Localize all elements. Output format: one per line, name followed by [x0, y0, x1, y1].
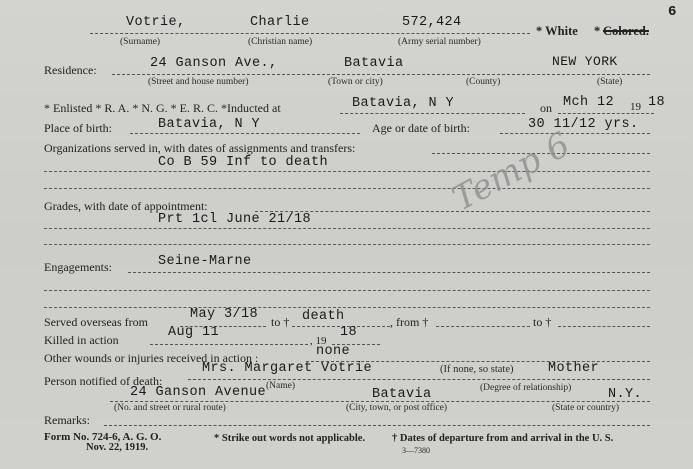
age-label: Age or date of birth: [372, 121, 470, 135]
notified-state: N.Y. [608, 387, 643, 402]
race-colored-label: Colored. [603, 24, 649, 38]
card-number: 6 [668, 4, 677, 20]
birthplace-underline [130, 133, 360, 134]
form-number: Form No. 724-6, A. G. O. [44, 431, 162, 443]
enlisted-on-label: on [540, 101, 552, 115]
grades-line-2 [44, 244, 650, 245]
remarks-label: Remarks: [44, 413, 90, 427]
notified-relationship-caption: (Degree of relationship) [480, 383, 572, 393]
organizations-value: Co B 59 Inf to death [158, 155, 329, 170]
overseas-to-label: to † [271, 315, 290, 329]
engagements-underline [128, 272, 650, 273]
printer-code: 3—7380 [402, 446, 430, 455]
notified-city-caption: (City, town, or post office) [346, 403, 448, 413]
residence-town: Batavia [344, 56, 404, 71]
overseas-to: death [302, 309, 345, 324]
overseas-from2-underline [436, 326, 530, 327]
residence-underline [112, 74, 650, 75]
overseas-to2-label: to † [533, 315, 552, 329]
notified-address-underline [110, 401, 650, 402]
county-caption: (County) [466, 77, 501, 87]
notified-if-none: (If none, so state) [440, 364, 514, 375]
enlisted-date-underline [558, 113, 654, 114]
enlisted-place: Batavia, N Y [352, 96, 455, 111]
grades-label: Grades, with date of appointment: [44, 199, 208, 213]
age-value: 30 11/12 yrs. [528, 117, 639, 132]
engagements-label: Engagements: [44, 260, 112, 274]
killed-year: 18 [340, 325, 358, 340]
notified-street-caption: (No. and street or rural route) [114, 403, 226, 413]
enlisted-label: * Enlisted * R. A. * N. G. * E. R. C. *Inducted at [44, 101, 281, 115]
organizations-label: Organizations served in, with dates of assignments and transfers: [44, 141, 356, 155]
engagements-line-2 [44, 307, 650, 308]
engagements-line-1 [44, 290, 650, 291]
notified-street: 24 Ganson Avenue [130, 385, 267, 400]
age-underline [500, 133, 650, 134]
enlisted-year: 18 [648, 95, 666, 110]
wounds-label: Other wounds or injuries received in action : [44, 351, 259, 365]
surname-value: Votrie, [126, 15, 186, 30]
grades-line-1 [44, 228, 650, 229]
enlisted-place-underline [340, 113, 525, 114]
christian-name-value: Charlie [250, 15, 310, 30]
serial-caption: (Army serial number) [398, 37, 481, 47]
notified-name-underline [188, 379, 650, 380]
birthplace-label: Place of birth: [44, 121, 112, 135]
notified-city: Batavia [372, 387, 432, 402]
remarks-underline [104, 425, 650, 426]
enlisted-date: Mch 12 [563, 95, 615, 110]
wounds-value: none [316, 344, 351, 359]
serial-number-value: 572,424 [402, 15, 462, 30]
birthplace-value: Batavia, N Y [158, 117, 261, 132]
overseas-from2-label: , from † [390, 315, 429, 329]
form-date: Nov. 22, 1919. [86, 442, 149, 453]
footnote-dates: † Dates of departure from and arrival in the U. S. [392, 433, 614, 444]
residence-label: Residence: [44, 63, 97, 77]
christian-name-caption: (Christian name) [248, 37, 313, 47]
overseas-from: May 3/18 [190, 307, 259, 322]
killed-year-prefix: , 19 [310, 335, 327, 347]
grades-label-underline [255, 211, 650, 212]
notified-state-caption: (State or country) [552, 403, 620, 413]
organizations-line-1 [44, 171, 650, 172]
race-white-label: * White [536, 24, 578, 38]
notified-relationship: Mother [548, 361, 600, 376]
overseas-label: Served overseas from [44, 315, 148, 329]
grades-value: Prt 1cl June 21/18 [158, 212, 312, 227]
footnote-strike-out: * Strike out words not applicable. [214, 433, 366, 444]
street-caption: (Street and house number) [148, 77, 249, 87]
overseas-to2-underline [558, 326, 650, 327]
notified-name-caption: (Name) [266, 381, 296, 391]
residence-street: 24 Ganson Ave., [150, 56, 278, 71]
enlisted-year-prefix: 19 [630, 101, 641, 113]
killed-label: Killed in action [44, 333, 119, 347]
notified-label: Person notified of death: [44, 374, 163, 388]
killed-date-underline [150, 344, 308, 345]
race-colored-asterisk: * [594, 24, 601, 38]
residence-state: NEW YORK [552, 54, 618, 69]
surname-caption: (Surname) [120, 37, 161, 47]
notified-name: Mrs. Margaret Votrie [202, 361, 373, 376]
town-caption: (Town or city) [328, 77, 383, 87]
header-underline [90, 33, 530, 34]
killed-date: Aug 11 [168, 325, 220, 340]
organizations-line-2 [44, 188, 650, 189]
pencil-annotation: Temp 6 [446, 124, 577, 220]
engagements-value: Seine-Marne [158, 254, 252, 269]
state-caption: (State) [597, 77, 623, 87]
